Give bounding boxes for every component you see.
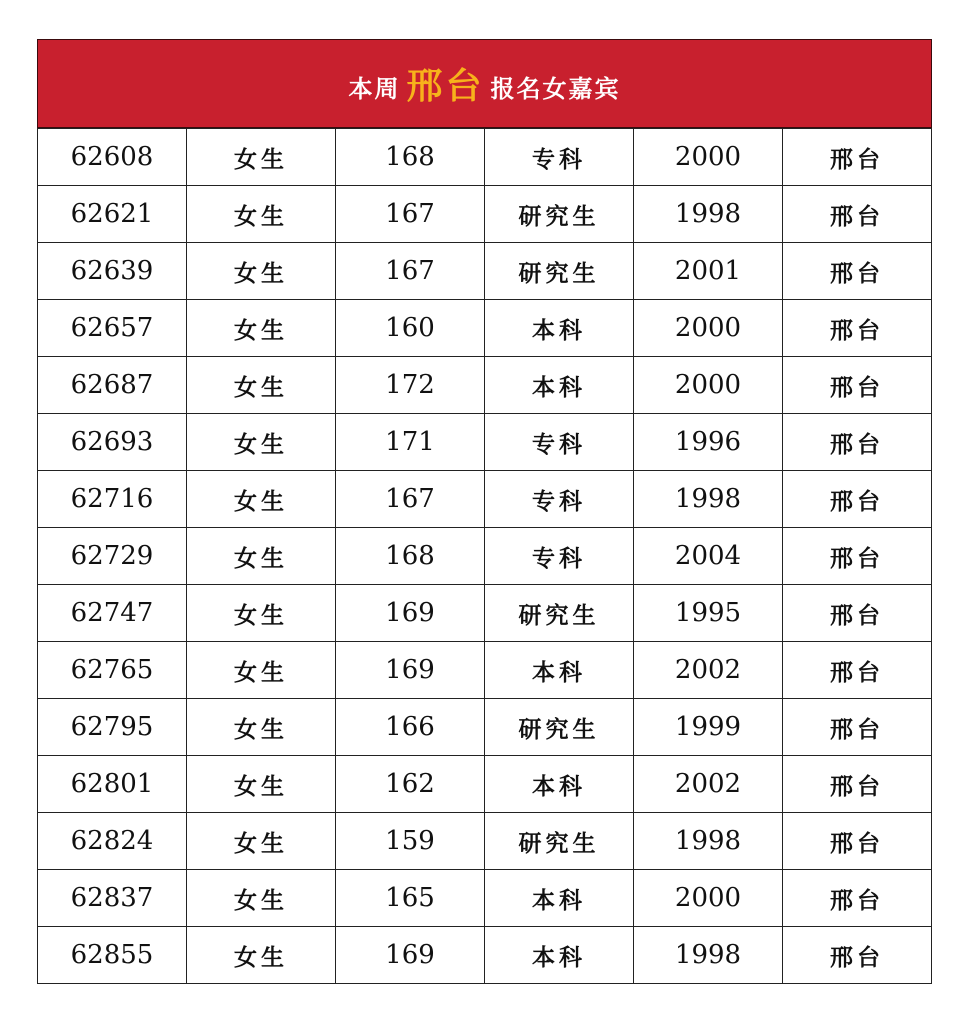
cell-member-id: 62747	[38, 585, 187, 642]
title-banner	[37, 39, 932, 128]
cell-member-id: 62693	[38, 414, 187, 471]
cell-city: 邢台	[783, 129, 932, 186]
cell-birth-year: 1998	[634, 927, 783, 984]
title-prefix: 本周	[348, 74, 401, 103]
table-row	[38, 927, 932, 984]
cell-city: 邢台	[783, 927, 932, 984]
cell-education: 本科	[485, 756, 634, 813]
cell-education: 本科	[485, 642, 634, 699]
cell-education: 专科	[485, 528, 634, 585]
cell-gender: 女生	[187, 186, 336, 243]
cell-city: 邢台	[783, 528, 932, 585]
table-row	[38, 585, 932, 642]
cell-birth-year: 2001	[634, 243, 783, 300]
cell-height: 169	[336, 642, 485, 699]
cell-education: 本科	[485, 357, 634, 414]
cell-gender: 女生	[187, 813, 336, 870]
cell-gender: 女生	[187, 357, 336, 414]
cell-birth-year: 1998	[634, 471, 783, 528]
table-row	[38, 357, 932, 414]
table-row	[38, 528, 932, 585]
cell-member-id: 62837	[38, 870, 187, 927]
cell-height: 166	[336, 699, 485, 756]
table-row	[38, 414, 932, 471]
table-row	[38, 129, 932, 186]
cell-city: 邢台	[783, 414, 932, 471]
cell-member-id: 62795	[38, 699, 187, 756]
cell-member-id: 62639	[38, 243, 187, 300]
cell-birth-year: 2000	[634, 129, 783, 186]
cell-member-id: 62716	[38, 471, 187, 528]
cell-city: 邢台	[783, 756, 932, 813]
cell-gender: 女生	[187, 756, 336, 813]
cell-birth-year: 1998	[634, 186, 783, 243]
cell-member-id: 62657	[38, 300, 187, 357]
cell-city: 邢台	[783, 186, 932, 243]
cell-gender: 女生	[187, 129, 336, 186]
title-city: 邢台	[406, 65, 485, 107]
table-row	[38, 243, 932, 300]
cell-birth-year: 1999	[634, 699, 783, 756]
cell-member-id: 62765	[38, 642, 187, 699]
table-row	[38, 186, 932, 243]
cell-birth-year: 2000	[634, 870, 783, 927]
cell-gender: 女生	[187, 927, 336, 984]
cell-city: 邢台	[783, 300, 932, 357]
cell-member-id: 62855	[38, 927, 187, 984]
cell-height: 165	[336, 870, 485, 927]
cell-gender: 女生	[187, 300, 336, 357]
table-row	[38, 642, 932, 699]
cell-city: 邢台	[783, 642, 932, 699]
cell-gender: 女生	[187, 243, 336, 300]
cell-education: 专科	[485, 414, 634, 471]
cell-city: 邢台	[783, 699, 932, 756]
cell-birth-year: 1995	[634, 585, 783, 642]
cell-education: 专科	[485, 471, 634, 528]
cell-education: 研究生	[485, 585, 634, 642]
cell-education: 研究生	[485, 813, 634, 870]
cell-member-id: 62687	[38, 357, 187, 414]
cell-birth-year: 1996	[634, 414, 783, 471]
cell-birth-year: 2002	[634, 756, 783, 813]
cell-city: 邢台	[783, 357, 932, 414]
cell-education: 本科	[485, 300, 634, 357]
title-suffix: 报名女嘉宾	[490, 74, 621, 103]
cell-gender: 女生	[187, 585, 336, 642]
table-row	[38, 699, 932, 756]
cell-city: 邢台	[783, 243, 932, 300]
cell-gender: 女生	[187, 699, 336, 756]
cell-city: 邢台	[783, 585, 932, 642]
cell-height: 167	[336, 243, 485, 300]
cell-birth-year: 2000	[634, 357, 783, 414]
cell-height: 171	[336, 414, 485, 471]
cell-member-id: 62824	[38, 813, 187, 870]
cell-height: 168	[336, 129, 485, 186]
cell-member-id: 62801	[38, 756, 187, 813]
table-row	[38, 870, 932, 927]
cell-birth-year: 2000	[634, 300, 783, 357]
cell-education: 本科	[485, 927, 634, 984]
cell-height: 172	[336, 357, 485, 414]
cell-birth-year: 1998	[634, 813, 783, 870]
cell-member-id: 62729	[38, 528, 187, 585]
cell-education: 本科	[485, 870, 634, 927]
cell-member-id: 62608	[38, 129, 187, 186]
cell-city: 邢台	[783, 471, 932, 528]
cell-gender: 女生	[187, 414, 336, 471]
cell-city: 邢台	[783, 813, 932, 870]
cell-height: 162	[336, 756, 485, 813]
cell-member-id: 62621	[38, 186, 187, 243]
cell-birth-year: 2004	[634, 528, 783, 585]
cell-height: 160	[336, 300, 485, 357]
cell-city: 邢台	[783, 870, 932, 927]
table-row	[38, 813, 932, 870]
table-row	[38, 756, 932, 813]
table-row	[38, 300, 932, 357]
cell-height: 167	[336, 471, 485, 528]
roster-sheet	[37, 39, 932, 984]
cell-education: 研究生	[485, 699, 634, 756]
cell-birth-year: 2002	[634, 642, 783, 699]
cell-height: 169	[336, 585, 485, 642]
cell-gender: 女生	[187, 528, 336, 585]
cell-height: 159	[336, 813, 485, 870]
cell-gender: 女生	[187, 642, 336, 699]
cell-gender: 女生	[187, 471, 336, 528]
table-row	[38, 471, 932, 528]
cell-height: 167	[336, 186, 485, 243]
cell-gender: 女生	[187, 870, 336, 927]
cell-height: 169	[336, 927, 485, 984]
cell-education: 专科	[485, 129, 634, 186]
cell-education: 研究生	[485, 186, 634, 243]
roster-table	[37, 128, 932, 984]
cell-education: 研究生	[485, 243, 634, 300]
roster-table-body	[38, 129, 932, 984]
cell-height: 168	[336, 528, 485, 585]
